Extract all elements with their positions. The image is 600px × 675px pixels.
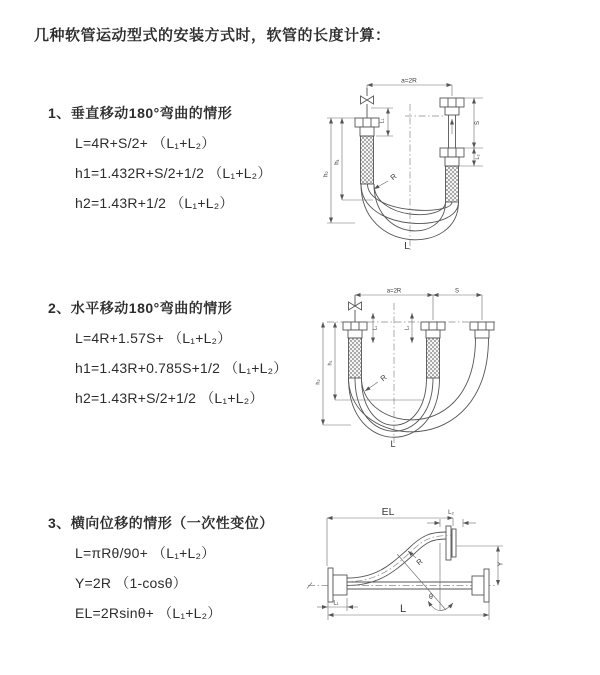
formula: h2=1.43R+S/2+1/2 （L₁+L₂） (75, 390, 264, 406)
hose-braid (349, 338, 362, 378)
section-2-heading: 2、水平移动180°弯曲的情形 (48, 300, 233, 316)
dim-el (327, 506, 453, 566)
dim-h2 (324, 118, 356, 223)
length-label: L (390, 439, 396, 449)
section-3-heading: 3、横向位移的情形（一次性变位） (48, 515, 274, 531)
dim-width (367, 78, 452, 97)
length-label: L (399, 603, 407, 615)
formula: h1=1.432R+S/2+1/2 （L₁+L₂） (75, 165, 272, 181)
dim-width-label: a=2R (386, 288, 402, 295)
angle-label: θ (429, 594, 433, 601)
middle-fitting (421, 322, 445, 378)
radius-label: R (414, 556, 425, 567)
radius-callout (365, 372, 389, 391)
formula: Y=2R （1-cosθ） (75, 575, 187, 591)
valve-icon (361, 88, 374, 118)
dim-width (355, 289, 482, 321)
dim-fitting-mid (405, 313, 413, 343)
dim-y-label: Y (497, 561, 505, 567)
upper-flange (446, 526, 503, 560)
dim-h1-label: h₁ (327, 360, 334, 366)
dim-l2-label: L₂ (404, 325, 411, 331)
page-title: 几种软管运动型式的安装方式时，软管的长度计算： (34, 27, 391, 44)
radius-callout (374, 171, 399, 189)
dim-l1-label: L₁ (333, 600, 339, 607)
dim-fitting-left (373, 313, 379, 343)
dim-length (328, 602, 489, 620)
dim-h1-label: h₁ (334, 159, 341, 165)
dim-h2-label: h₂ (315, 379, 322, 385)
left-fitting (343, 322, 367, 378)
section-1-heading: 1、垂直移动180°弯曲的情形 (48, 105, 233, 121)
left-flange (328, 568, 347, 602)
dim-y (498, 546, 505, 586)
formula: L=4R+1.57S+ （L₁+L₂） (75, 330, 232, 346)
formula: EL=2Rsinθ+ （L₁+L₂） (75, 605, 222, 621)
radius-label: R (388, 171, 399, 182)
formula: L=πRθ/90+ （L₁+L₂） (75, 545, 216, 561)
dim-l2-label: L₂ (448, 510, 454, 516)
valve-icon (349, 295, 362, 322)
left-fitting (355, 118, 379, 184)
dim-l1-label: L₁ (372, 325, 379, 331)
dim-l1 (317, 598, 358, 611)
radius-label: R (378, 372, 389, 383)
formula: h1=1.43R+0.785S+1/2 （L₁+L₂） (75, 360, 288, 376)
dim-h2 (316, 322, 352, 425)
dim-l1-label: L₁ (379, 118, 386, 124)
diagram-vertical-bend (315, 74, 490, 256)
diagram-lateral-displacement (300, 498, 600, 658)
section-1 (48, 103, 272, 213)
formula: h2=1.43R+1/2 （L₁+L₂） (75, 195, 234, 211)
length-label: L (404, 241, 410, 252)
right-flange (472, 569, 489, 602)
dim-l2-label: L₂ (475, 154, 481, 160)
hose-braid (361, 136, 374, 184)
radius-callout (408, 551, 425, 567)
right-fitting (470, 322, 494, 338)
section-2 (48, 298, 288, 408)
hose-curved-position (342, 532, 451, 586)
dim-h2-label: h₂ (323, 171, 330, 177)
formula: L=4R+S/2+ （L₁+L₂） (75, 135, 216, 151)
right-fitting (440, 98, 464, 202)
dim-l2 (427, 510, 476, 527)
dim-s-label: S (454, 288, 460, 295)
hose-braid (427, 338, 440, 378)
hose-braid (446, 166, 459, 202)
dim-s-label: S (475, 120, 481, 126)
angle-theta (397, 543, 453, 611)
dim-width-label: a=2R (401, 77, 417, 85)
section-3 (48, 513, 274, 623)
diagram-horizontal-bend (315, 285, 500, 450)
dim-h1 (328, 322, 424, 400)
dim-el-label: EL (381, 506, 395, 518)
